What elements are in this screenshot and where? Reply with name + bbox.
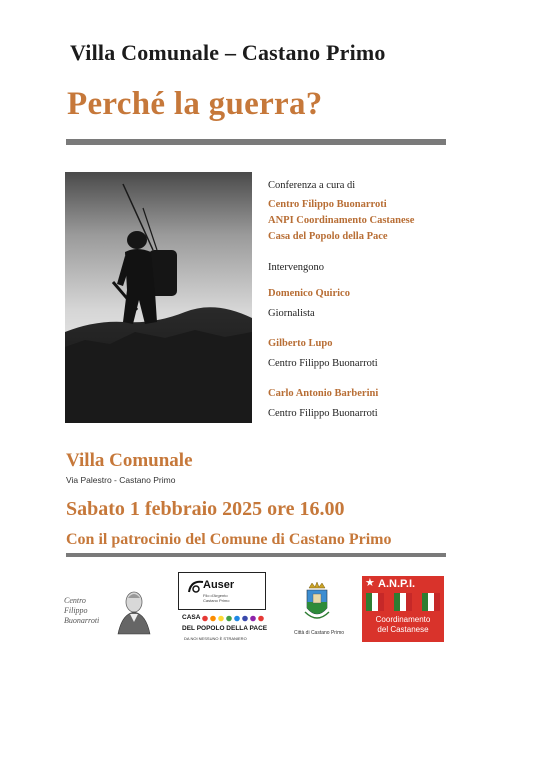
speaker-3-name: Carlo Antonio Barberini	[268, 388, 379, 399]
speaker-2-name: Gilberto Lupo	[268, 338, 333, 349]
anpi-logo	[362, 576, 444, 642]
title-divider	[66, 139, 446, 145]
buonarroti-logo	[64, 588, 156, 638]
speaker-1-role: Giornalista	[268, 308, 315, 319]
speakers-label: Intervengono	[268, 262, 324, 273]
casa-logo-line2: DEL POPOLO DELLA PACE	[182, 625, 268, 632]
casa-popolo-logo	[182, 614, 268, 648]
anpi-name: A.N.P.I.	[378, 578, 416, 590]
auser-name: Auser	[203, 579, 235, 591]
event-date-time: Sabato 1 febbraio 2025 ore 16.00	[66, 498, 345, 520]
venue-heading: Villa Comunale – Castano Primo	[70, 40, 386, 65]
event-venue: Villa Comunale	[66, 450, 193, 471]
soldier-photo	[65, 172, 252, 423]
buonarroti-logo-text: Centro Filippo Buonarroti	[64, 596, 100, 625]
comune-logo	[294, 582, 354, 646]
flags-icon	[366, 593, 440, 611]
footer-divider	[66, 553, 446, 557]
speaker-3-role: Centro Filippo Buonarroti	[268, 408, 378, 419]
casa-logo-tagline: DA NOI NESSUNO È STRANIERO	[184, 636, 247, 641]
anpi-coordinamento: Coordinamento del Castanese	[375, 615, 431, 634]
patronage-text: Con il patrocinio del Comune di Castano Primo	[66, 531, 392, 548]
event-address: Via Palestro - Castano Primo	[66, 475, 176, 485]
organizer-buonarroti: Centro Filippo Buonarroti	[268, 199, 387, 210]
intro-text: Conferenza a cura di	[268, 180, 356, 191]
organizer-anpi: ANPI Coordinamento Castanese	[268, 215, 415, 226]
portrait-icon	[114, 588, 154, 636]
speaker-2-role: Centro Filippo Buonarroti	[268, 358, 378, 369]
auser-subtitle: Filo d'Argento Castano Primo	[203, 593, 230, 603]
city-crest-icon	[304, 582, 330, 622]
rainbow-dots-icon	[202, 615, 266, 622]
star-icon: ★	[365, 577, 375, 589]
casa-logo-line1: CASA	[182, 614, 201, 621]
auser-logo	[178, 572, 266, 610]
organizer-casa-popolo: Casa del Popolo della Pace	[268, 231, 388, 242]
speaker-1-name: Domenico Quirico	[268, 288, 350, 299]
comune-logo-text: Città di Castano Primo	[294, 630, 345, 636]
page-title: Perché la guerra?	[67, 86, 323, 122]
